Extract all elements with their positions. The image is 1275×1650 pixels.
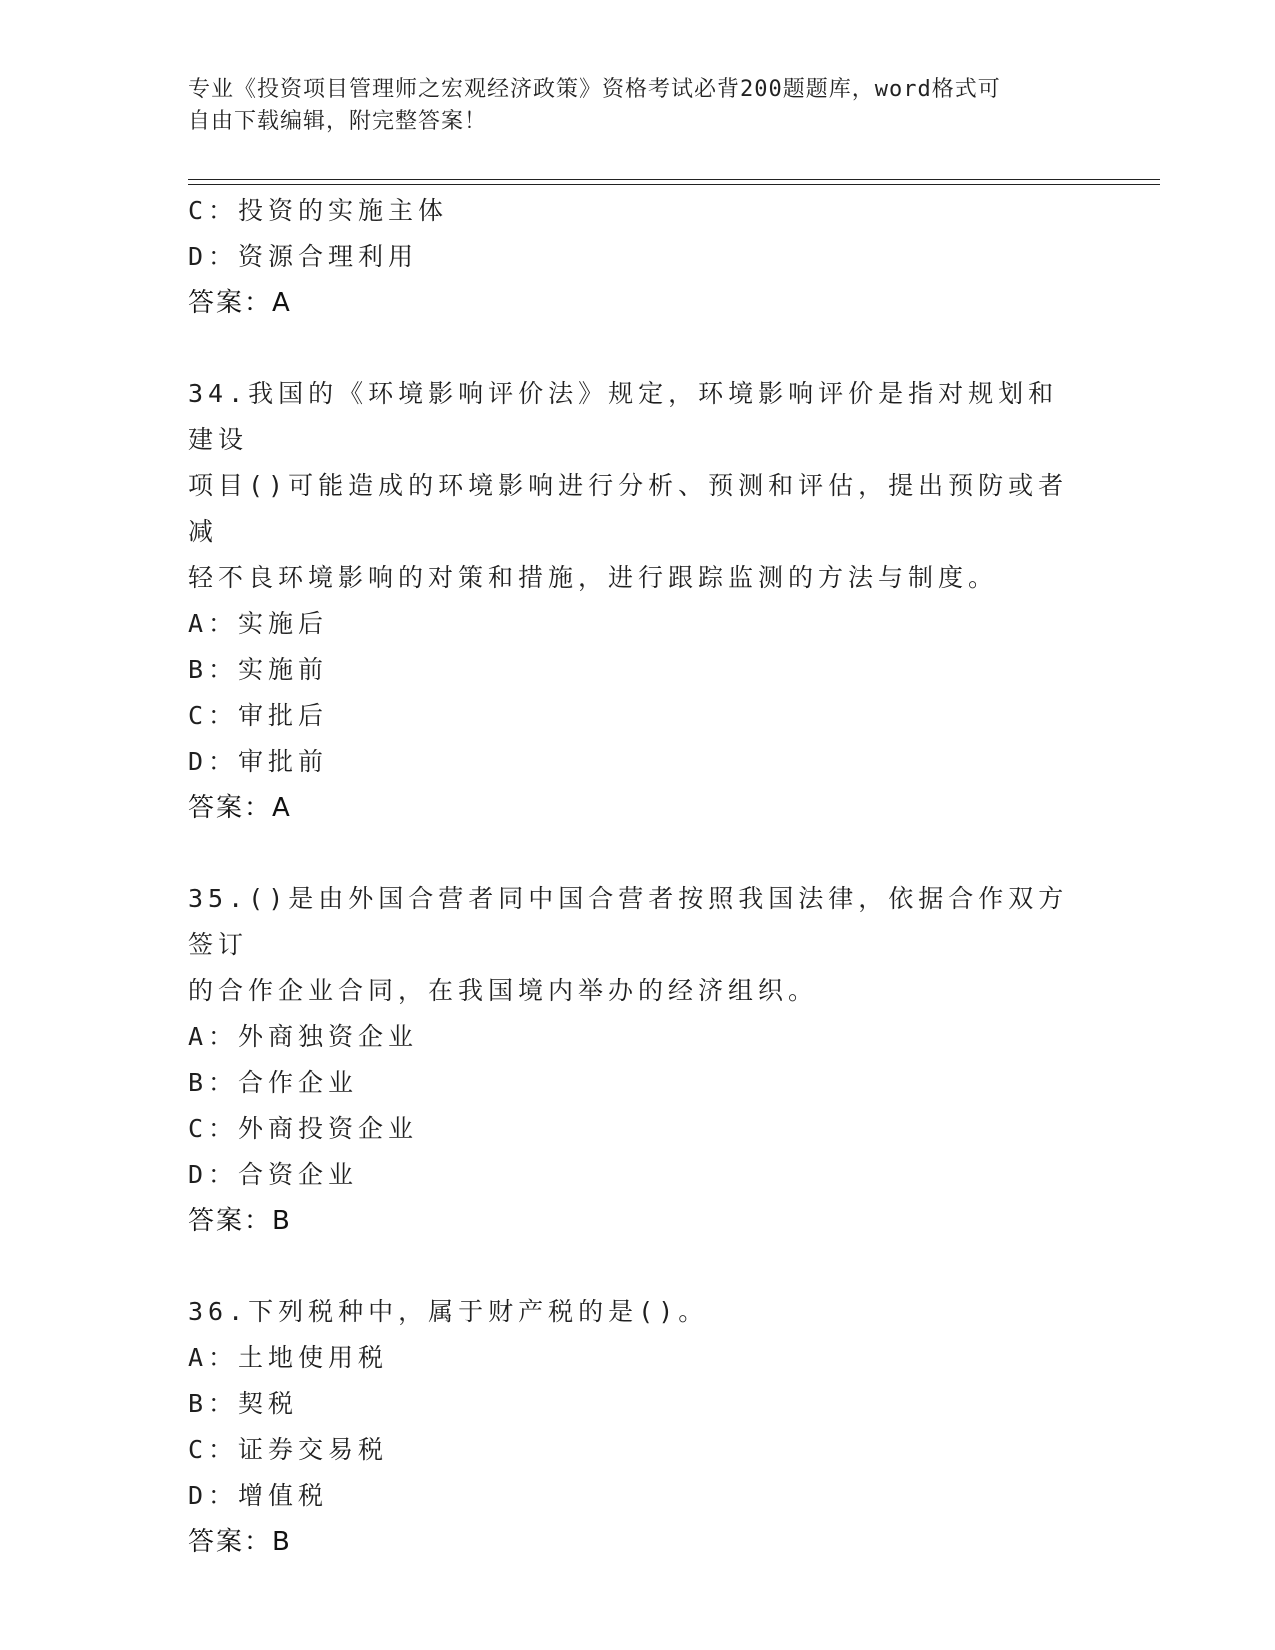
option-a: A：土地使用税	[188, 1343, 389, 1372]
option-c: C：投资的实施主体	[188, 196, 449, 225]
stem-line: 36.下列税种中，属于财产税的是()。	[188, 1297, 709, 1326]
header-divider-bottom	[188, 184, 1160, 185]
answer-line: 答案：B	[188, 1206, 292, 1236]
answer-line: 答案：A	[188, 793, 292, 823]
question-stem	[188, 876, 1088, 1014]
stem-line: 项目()可能造成的环境影响进行分析、预测和评估，提出预防或者减	[188, 471, 1069, 546]
option-c: C：外商投资企业	[188, 1114, 419, 1143]
option-d: D：合资企业	[188, 1160, 359, 1189]
spacer	[188, 831, 1088, 876]
question-33-continued	[188, 188, 1088, 326]
option-d: D：资源合理利用	[188, 242, 419, 271]
option-a: A：实施后	[188, 609, 329, 638]
stem-line: 的合作企业合同，在我国境内举办的经济组织。	[188, 976, 819, 1005]
stem-line: 35.()是由外国合营者同中国合营者按照我国法律，依据合作双方签订	[188, 884, 1069, 959]
document-body	[188, 188, 1088, 1565]
option-d: D：增值税	[188, 1481, 329, 1510]
answer-line: 答案：B	[188, 1527, 292, 1557]
option-d: D：审批前	[188, 747, 329, 776]
option-b: B：合作企业	[188, 1068, 359, 1097]
question-36	[188, 1289, 1088, 1565]
option-c: C：证券交易税	[188, 1435, 389, 1464]
document-header	[188, 74, 1078, 138]
question-stem	[188, 371, 1088, 601]
spacer	[188, 326, 1088, 371]
header-divider-top	[188, 179, 1160, 180]
header-line-2: 自由下载编辑，附完整答案！	[188, 109, 488, 134]
question-35	[188, 876, 1088, 1244]
option-c: C：审批后	[188, 701, 329, 730]
stem-line: 轻不良环境影响的对策和措施，进行跟踪监测的方法与制度。	[188, 563, 999, 592]
header-line-1: 专业《投资项目管理师之宏观经济政策》资格考试必背200题题库，word格式可	[188, 77, 1001, 102]
question-stem	[188, 1289, 1088, 1335]
option-b: B：实施前	[188, 655, 329, 684]
option-a: A：外商独资企业	[188, 1022, 419, 1051]
answer-line: 答案：A	[188, 288, 292, 318]
question-34	[188, 371, 1088, 831]
stem-line: 34.我国的《环境影响评价法》规定，环境影响评价是指对规划和建设	[188, 379, 1059, 454]
spacer	[188, 1244, 1088, 1289]
option-b: B：契税	[188, 1389, 299, 1418]
